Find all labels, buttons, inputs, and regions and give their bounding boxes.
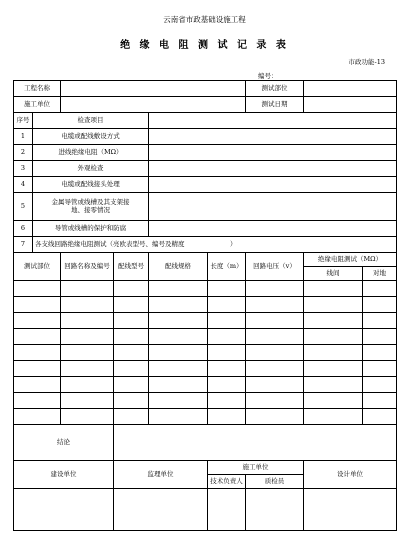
check-no: 4 [14, 177, 33, 193]
check-no: 6 [14, 221, 33, 237]
test-part-label: 测试部位 [246, 81, 304, 97]
check-value[interactable] [149, 221, 397, 237]
col-test-part: 测试部位 [14, 253, 61, 281]
check-label: 电缆或配线敷设方式 [33, 129, 149, 145]
col-wire-model: 配线型号 [114, 253, 149, 281]
check-no: 1 [14, 129, 33, 145]
inspector-sign[interactable] [246, 489, 304, 531]
check-value[interactable] [149, 193, 397, 221]
record-table [13, 80, 397, 531]
check-value[interactable] [149, 177, 397, 193]
form-code: 市政功能-13 [348, 58, 385, 66]
measure-row [14, 361, 397, 377]
test-date-label: 测试日期 [246, 97, 304, 113]
organization-header: 云南省市政基础设施工程 [163, 15, 246, 24]
check-no: 5 [14, 193, 33, 221]
design-unit-label: 设计单位 [304, 461, 397, 489]
measure-row [14, 313, 397, 329]
seq-header: 序号 [14, 113, 33, 129]
project-name-label: 工程名称 [14, 81, 61, 97]
check-label: 金属导管或线槽及其支架接地、接零情况 [33, 193, 149, 221]
col-voltage: 回路电压（v） [246, 253, 304, 281]
measure-row [14, 393, 397, 409]
serial-number-label: 编号： [258, 72, 278, 80]
check-result-header [149, 113, 397, 129]
check-value[interactable] [149, 161, 397, 177]
check-label: 导管或线槽的保护和防腐 [33, 221, 149, 237]
check-no: 7 [14, 237, 33, 253]
col-insulation-group: 绝缘电阻测试（MΩ） [304, 253, 397, 267]
measure-row [14, 329, 397, 345]
col-length: 长度（m） [208, 253, 246, 281]
check-no: 2 [14, 145, 33, 161]
test-date-value[interactable] [304, 97, 397, 113]
supervision-unit-sign[interactable] [114, 489, 208, 531]
check-item-header: 检查项目 [33, 113, 149, 129]
measure-row [14, 409, 397, 425]
project-name-value[interactable] [61, 81, 246, 97]
check-no: 3 [14, 161, 33, 177]
form-title: 绝 缘 电 阻 测 试 记 录 表 [120, 40, 289, 51]
tech-lead-sign[interactable] [208, 489, 246, 531]
conclusion-label: 结论 [14, 425, 114, 461]
test-part-value[interactable] [304, 81, 397, 97]
design-unit-sign[interactable] [304, 489, 397, 531]
measure-row [14, 345, 397, 361]
build-unit-sign[interactable] [14, 489, 114, 531]
supervision-unit-label: 监理单位 [114, 461, 208, 489]
tech-lead-label: 技术负责人 [208, 475, 246, 489]
conclusion-value[interactable] [114, 425, 397, 461]
col-circuit-name: 回路名称及编号 [61, 253, 114, 281]
check-label: 外观检查 [33, 161, 149, 177]
check-label: 电缆或配线接头处理 [33, 177, 149, 193]
measure-row [14, 297, 397, 313]
construction-unit-sign-label: 施工单位 [208, 461, 304, 475]
construction-unit-value[interactable] [61, 97, 246, 113]
col-to-ground: 对地 [363, 267, 397, 281]
build-unit-label: 建设单位 [14, 461, 114, 489]
measure-row [14, 281, 397, 297]
check-value[interactable] [149, 129, 397, 145]
measure-row [14, 377, 397, 393]
check-label: 进线绝缘电阻（MΩ） [33, 145, 149, 161]
check-value[interactable] [149, 145, 397, 161]
inspector-label: 质检员 [246, 475, 304, 489]
col-wire-spec: 配线规格 [149, 253, 208, 281]
col-line-to-line: 线间 [304, 267, 363, 281]
construction-unit-label: 施工单位 [14, 97, 61, 113]
check-label: 各支线回路绝缘电阻测试（亮欧表型号、编号及精度 ） [33, 237, 397, 253]
